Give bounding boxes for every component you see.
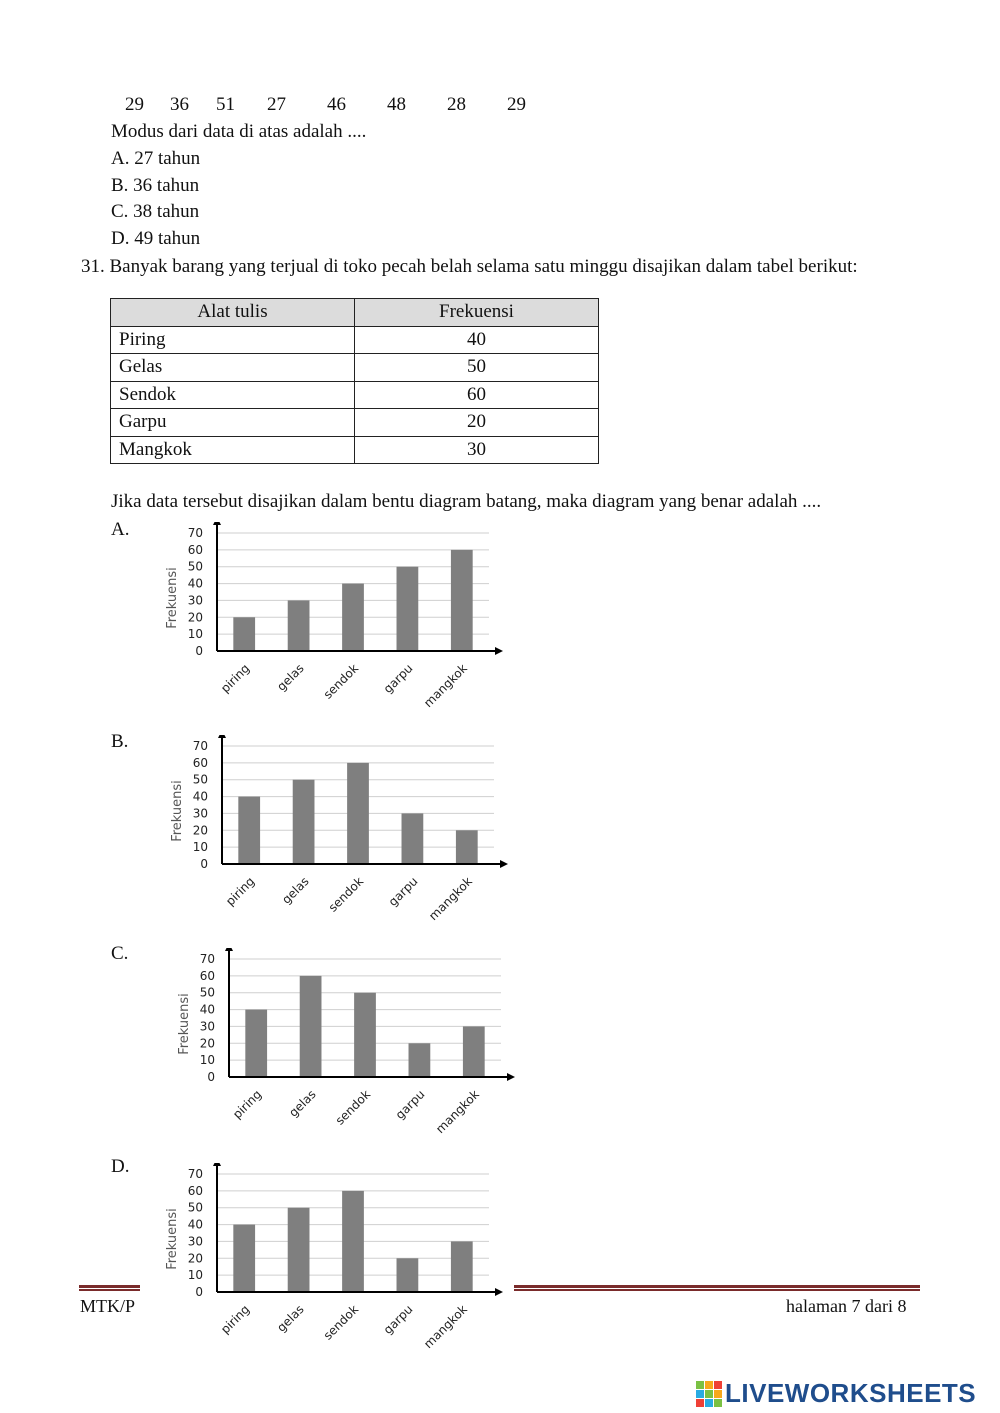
table-header: Alat tulis xyxy=(111,299,355,327)
y-tick-label: 10 xyxy=(187,1268,203,1283)
x-tick-label: piring xyxy=(218,1302,253,1337)
x-axis-arrow xyxy=(495,1288,503,1296)
x-tick-label: garpu xyxy=(380,661,416,696)
bar-gelas xyxy=(293,780,315,864)
x-tick-label: mangkok xyxy=(421,661,470,711)
x-tick-label: mangkok xyxy=(421,1302,470,1352)
bar-garpu xyxy=(402,813,424,864)
x-tick-label: piring xyxy=(230,1087,265,1122)
x-tick-label: gelas xyxy=(286,1087,319,1120)
chart-option-a-label[interactable]: A. xyxy=(111,519,130,540)
bar-piring xyxy=(238,797,260,864)
table-header-row xyxy=(111,299,599,327)
table-row xyxy=(111,381,599,409)
data-value: 28 xyxy=(447,94,466,115)
y-tick-label: 60 xyxy=(187,542,203,557)
data-value: 51 xyxy=(216,94,235,115)
question-30-text: Modus dari data di atas adalah .... xyxy=(111,121,367,142)
y-tick-label: 10 xyxy=(187,627,203,642)
bar-piring xyxy=(233,1225,255,1292)
y-tick-label: 60 xyxy=(187,1183,203,1198)
bar-sendok xyxy=(342,584,364,651)
bar-piring xyxy=(233,617,255,651)
table-header: Frekuensi xyxy=(355,299,599,327)
table-cell: 20 xyxy=(355,409,599,437)
y-tick-label: 30 xyxy=(192,806,208,821)
chart-svg xyxy=(160,522,510,712)
y-tick-label: 70 xyxy=(192,739,208,753)
x-tick-label: garpu xyxy=(392,1087,428,1122)
table-cell: Garpu xyxy=(111,409,355,437)
y-tick-label: 70 xyxy=(187,526,203,540)
footer-page-number: halaman 7 dari 8 xyxy=(786,1296,907,1316)
table-cell: Piring xyxy=(111,326,355,354)
x-tick-label: sendok xyxy=(320,661,362,702)
bar-mangkok xyxy=(456,830,478,864)
y-tick-label: 20 xyxy=(192,823,208,838)
x-tick-label: gelas xyxy=(274,1302,307,1335)
y-tick-label: 0 xyxy=(195,644,203,658)
y-axis-arrow xyxy=(213,522,221,525)
watermark-text: LIVEWORKSHEETS xyxy=(725,1378,977,1408)
y-tick-label: 0 xyxy=(207,1070,215,1084)
y-tick-label: 0 xyxy=(195,1285,203,1299)
x-tick-label: mangkok xyxy=(426,874,475,924)
table-cell: 40 xyxy=(355,326,599,354)
y-axis-arrow xyxy=(218,735,226,738)
chart-option-d-label[interactable]: D. xyxy=(111,1156,130,1177)
bar-chart-option-d[interactable] xyxy=(160,1163,510,1359)
y-tick-label: 60 xyxy=(192,755,208,770)
footer-rule-right xyxy=(514,1285,920,1291)
chart-svg xyxy=(160,1163,510,1353)
liveworksheets-watermark xyxy=(696,1378,976,1409)
x-tick-label: piring xyxy=(218,661,253,696)
bar-chart-option-b[interactable] xyxy=(165,735,515,931)
y-tick-label: 50 xyxy=(187,559,203,574)
bar-garpu xyxy=(409,1043,431,1077)
x-axis-arrow xyxy=(507,1073,515,1081)
y-tick-label: 20 xyxy=(187,610,203,625)
liveworksheets-logo-icon xyxy=(696,1381,722,1407)
frequency-table xyxy=(110,298,599,464)
y-axis-label: Frekuensi xyxy=(177,993,192,1055)
x-tick-label: mangkok xyxy=(433,1087,482,1137)
y-axis-label: Frekuensi xyxy=(165,567,180,629)
table-cell: 60 xyxy=(355,381,599,409)
x-tick-label: garpu xyxy=(385,874,421,909)
bar-mangkok xyxy=(451,1241,473,1292)
y-tick-label: 40 xyxy=(199,1002,215,1017)
y-tick-label: 40 xyxy=(187,576,203,591)
bar-sendok xyxy=(354,993,376,1077)
y-tick-label: 20 xyxy=(187,1251,203,1266)
y-tick-label: 0 xyxy=(200,857,208,871)
y-axis-arrow xyxy=(213,1163,221,1166)
data-value: 27 xyxy=(267,94,286,115)
y-axis-label: Frekuensi xyxy=(165,1208,180,1270)
x-tick-label: sendok xyxy=(320,1302,362,1343)
bar-mangkok xyxy=(463,1026,485,1077)
bar-gelas xyxy=(300,976,322,1077)
y-axis-label: Frekuensi xyxy=(170,780,185,842)
x-tick-label: gelas xyxy=(279,874,312,907)
table-row xyxy=(111,409,599,437)
chart-option-c-label[interactable]: C. xyxy=(111,943,129,964)
bar-mangkok xyxy=(451,550,473,651)
bar-garpu xyxy=(397,1258,419,1292)
question-31-text: 31. Banyak barang yang terjual di toko pecah belah selama satu minggu disajikan dalam tabel berikut: xyxy=(81,256,858,277)
y-tick-label: 60 xyxy=(199,968,215,983)
x-tick-label: garpu xyxy=(380,1302,416,1337)
table-cell: Mangkok xyxy=(111,436,355,464)
option-d[interactable]: D. 49 tahun xyxy=(111,228,201,249)
bar-gelas xyxy=(288,600,310,651)
x-tick-label: gelas xyxy=(274,661,307,694)
bar-chart-option-c[interactable] xyxy=(172,948,522,1144)
y-tick-label: 30 xyxy=(187,593,203,608)
x-tick-label: sendok xyxy=(332,1087,374,1128)
footer-left-text: MTK/P xyxy=(80,1296,136,1316)
y-tick-label: 30 xyxy=(199,1019,215,1034)
bar-chart-option-a[interactable] xyxy=(160,522,510,718)
data-value: 29 xyxy=(125,94,144,115)
y-tick-label: 50 xyxy=(187,1200,203,1215)
x-tick-label: piring xyxy=(223,874,258,909)
x-axis-arrow xyxy=(500,860,508,868)
table-row xyxy=(111,326,599,354)
table-row xyxy=(111,354,599,382)
y-axis-arrow xyxy=(225,948,233,951)
option-a[interactable]: A. 27 tahun xyxy=(111,148,201,169)
bar-sendok xyxy=(342,1191,364,1292)
option-c[interactable]: C. 38 tahun xyxy=(111,201,200,222)
chart-svg xyxy=(172,948,522,1138)
y-tick-label: 10 xyxy=(192,840,208,855)
bar-sendok xyxy=(347,763,369,864)
y-tick-label: 70 xyxy=(199,952,215,966)
table-cell: 30 xyxy=(355,436,599,464)
x-tick-label: sendok xyxy=(325,874,367,915)
footer-rule-left xyxy=(79,1285,140,1291)
bar-gelas xyxy=(288,1208,310,1292)
table-cell: Sendok xyxy=(111,381,355,409)
table-row xyxy=(111,436,599,464)
x-axis-arrow xyxy=(495,647,503,655)
y-tick-label: 70 xyxy=(187,1167,203,1181)
data-value: 36 xyxy=(170,94,189,115)
bar-garpu xyxy=(397,567,419,651)
question-31-prompt: Jika data tersebut disajikan dalam bentu diagram batang, maka diagram yang benar adalah .... xyxy=(111,491,822,512)
y-tick-label: 40 xyxy=(192,789,208,804)
y-tick-label: 50 xyxy=(199,985,215,1000)
y-tick-label: 20 xyxy=(199,1036,215,1051)
option-b[interactable]: B. 36 tahun xyxy=(111,175,200,196)
y-tick-label: 40 xyxy=(187,1217,203,1232)
data-value: 29 xyxy=(507,94,526,115)
y-tick-label: 50 xyxy=(192,772,208,787)
y-tick-label: 10 xyxy=(199,1053,215,1068)
data-value: 46 xyxy=(327,94,346,115)
table-cell: 50 xyxy=(355,354,599,382)
chart-option-b-label[interactable]: B. xyxy=(111,731,129,752)
bar-piring xyxy=(245,1010,267,1077)
data-value: 48 xyxy=(387,94,406,115)
y-tick-label: 30 xyxy=(187,1234,203,1249)
table-cell: Gelas xyxy=(111,354,355,382)
chart-svg xyxy=(165,735,515,925)
